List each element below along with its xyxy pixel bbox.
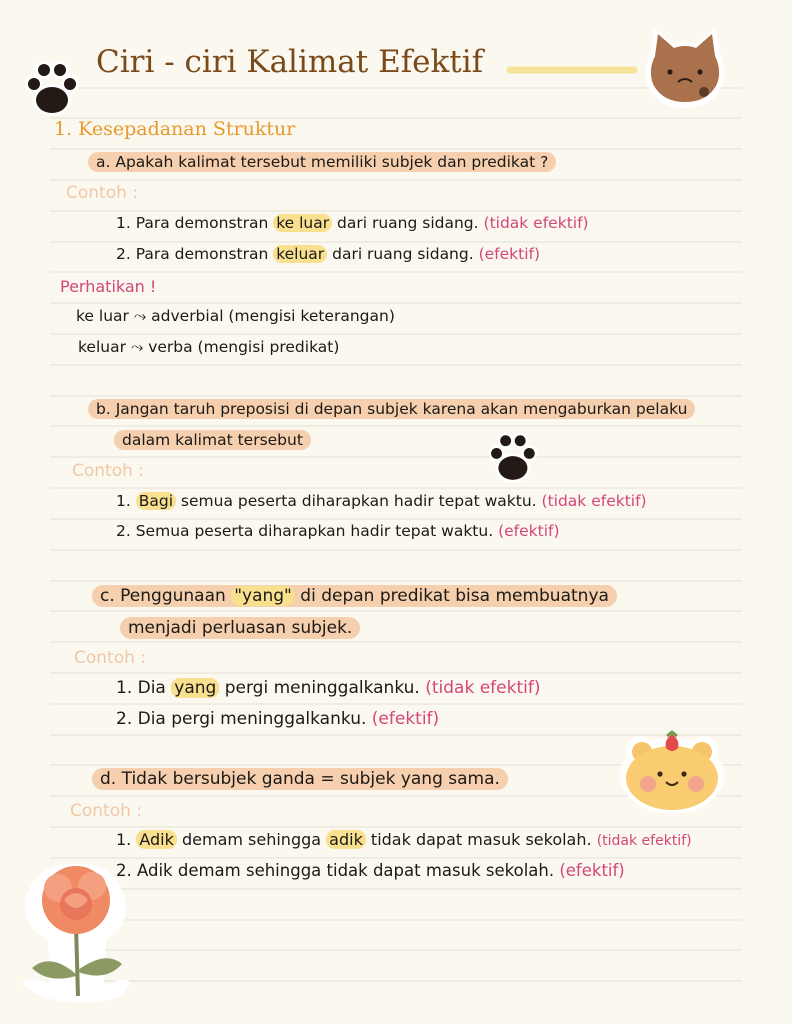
tag-efektif: (efektif) <box>478 245 541 263</box>
point-d-heading: d. Tidak bersubjek ganda = subjek yang sama. <box>92 768 508 790</box>
tag-tidak-efektif: (tidak efektif) <box>483 214 589 232</box>
example-text: 2. Adik demam sehingga tidak dapat masuk sekolah. <box>116 861 555 880</box>
example-a2 <box>116 245 540 263</box>
note-adverbial: ke luar ⤳ adverbial (mengisi keterangan) <box>76 307 395 325</box>
tag-tidak-efektif: (tidak efektif) <box>541 492 647 510</box>
perhatikan-label: Perhatikan ! <box>60 277 157 296</box>
contoh-label: Contoh : <box>70 801 143 821</box>
example-text: 1. Dia <box>116 678 172 698</box>
example-text: 1. Para demonstran <box>116 214 274 232</box>
example-text: 2. Semua peserta diharapkan hadir tepat waktu. <box>116 522 494 540</box>
example-d2 <box>116 861 625 880</box>
section-heading: 1. Kesepadanan Struktur <box>54 118 296 140</box>
bear-face-sticker <box>618 728 726 816</box>
point-b-heading: b. Jangan taruh preposisi di depan subjek karena akan mengaburkan pelaku <box>88 399 695 419</box>
example-text: demam sehingga <box>176 830 327 849</box>
tag-efektif: (efektif) <box>371 709 440 729</box>
highlighted-word: Bagi <box>136 492 176 510</box>
example-c1 <box>116 678 540 698</box>
example-text: semua peserta diharapkan hadir tepat waktu. <box>176 492 537 510</box>
point-c-heading-cont: menjadi perluasan subjek. <box>120 617 360 639</box>
example-c2 <box>116 709 439 729</box>
tag-efektif: (efektif) <box>498 522 560 540</box>
example-text: 2. Para demonstran <box>116 245 274 263</box>
highlighted-word: ke luar <box>273 214 332 232</box>
point-a-heading: a. Apakah kalimat tersebut memiliki subjek dan predikat ? <box>88 152 556 172</box>
example-text: dari ruang sidang. <box>327 245 474 263</box>
highlighted-word: Adik <box>136 830 177 849</box>
highlighted-word: "yang" <box>231 586 295 606</box>
example-b2 <box>116 522 560 540</box>
contoh-label: Contoh : <box>72 461 145 481</box>
contoh-label: Contoh : <box>74 648 147 668</box>
paw-print-icon <box>482 428 542 488</box>
heading-text: c. Penggunaan <box>100 586 232 606</box>
example-b1 <box>116 492 647 510</box>
example-number: 1. <box>116 830 137 849</box>
point-b-heading-cont: dalam kalimat tersebut <box>114 430 311 450</box>
example-text: 1. <box>116 492 136 510</box>
tag-tidak-efektif: (tidak efektif) <box>596 833 692 849</box>
highlighted-word: keluar <box>273 245 327 263</box>
example-text: 2. Dia pergi meninggalkanku. <box>116 709 367 729</box>
example-a1 <box>116 214 589 232</box>
example-text: pergi meninggalkanku. <box>219 678 420 698</box>
highlighted-word: yang <box>171 678 219 698</box>
page-title: Ciri - ciri Kalimat Efektif <box>96 44 484 80</box>
example-d1 <box>116 830 692 849</box>
highlighted-word: adik <box>326 830 366 849</box>
paw-print-icon <box>18 56 84 122</box>
heading-text: di depan predikat bisa membuatnya <box>294 586 609 606</box>
tag-tidak-efektif: (tidak efektif) <box>425 678 541 698</box>
note-verba: keluar ⤳ verba (mengisi predikat) <box>78 338 340 356</box>
tag-efektif: (efektif) <box>559 861 625 880</box>
example-text: dari ruang sidang. <box>332 214 479 232</box>
example-text: tidak dapat masuk sekolah. <box>365 830 592 849</box>
point-c-heading <box>92 585 617 607</box>
contoh-label: Contoh : <box>66 183 139 203</box>
cat-face-sticker <box>640 24 730 112</box>
